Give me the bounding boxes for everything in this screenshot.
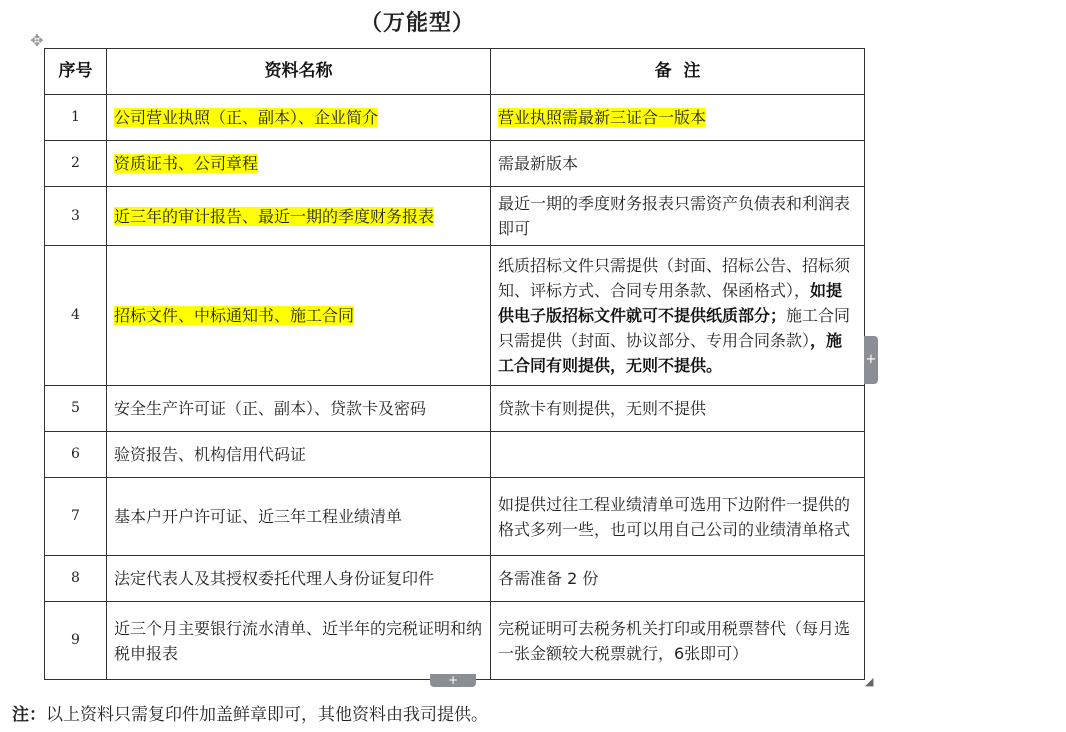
cell-seq[interactable]: 6 (45, 432, 107, 478)
cell-seq[interactable]: 4 (45, 246, 107, 386)
cell-remark[interactable] (491, 602, 865, 680)
cell-remark-text: 贷款卡有则提供，无则不提供 (498, 399, 707, 418)
cell-name-text: 招标文件、中标通知书、施工合同 (114, 306, 355, 325)
cell-remark[interactable] (491, 187, 865, 246)
table-row (45, 432, 865, 478)
cell-name[interactable] (107, 556, 491, 602)
cell-name[interactable] (107, 386, 491, 432)
cell-seq[interactable]: 1 (45, 95, 107, 141)
cell-remark[interactable] (491, 556, 865, 602)
cell-name-text: 法定代表人及其授权委托代理人身份证复印件 (114, 569, 435, 588)
cell-seq[interactable]: 7 (45, 478, 107, 556)
cell-seq[interactable]: 5 (45, 386, 107, 432)
cell-name-text: 安全生产许可证（正、副本）、贷款卡及密码 (114, 399, 427, 418)
cell-remark-text: 各需准备 2 份 (498, 569, 599, 588)
cell-seq[interactable]: 9 (45, 602, 107, 680)
cell-remark[interactable] (491, 95, 865, 141)
table-row (45, 187, 865, 246)
cell-remark-text: 需最新版本 (498, 154, 579, 173)
footnote (12, 700, 488, 725)
cell-remark[interactable] (491, 478, 865, 556)
table-header-row (45, 49, 865, 95)
cell-remark[interactable] (491, 141, 865, 187)
footnote-label: 注： (12, 705, 46, 725)
cell-name-text: 基本户开户许可证、近三年工程业绩清单 (114, 507, 403, 526)
cell-remark-text: ，施工合同有则提供，无则不提供。 (498, 331, 843, 375)
table-row (45, 246, 865, 386)
cell-seq[interactable]: 3 (45, 187, 107, 246)
cell-name[interactable] (107, 602, 491, 680)
header-seq: 序号 (45, 49, 107, 95)
add-column-plus-icon[interactable]: + (430, 674, 476, 687)
table-row (45, 95, 865, 141)
cell-seq[interactable]: 8 (45, 556, 107, 602)
cell-remark[interactable] (491, 432, 865, 478)
footnote-text: 以上资料只需复印件加盖鲜章即可，其他资料由我司提供。 (46, 705, 488, 725)
materials-table (44, 48, 865, 680)
header-remark: 备 注 (491, 49, 865, 95)
cell-name[interactable] (107, 432, 491, 478)
cell-name[interactable] (107, 478, 491, 556)
cell-remark-text: 完税证明可去税务机关打印或用税票替代（每月选一张金额较大税票就行，6张即可） (498, 618, 851, 663)
cell-name-text: 近三个月主要银行流水清单、近半年的完税证明和纳税申报表 (114, 618, 483, 663)
resize-corner-icon[interactable]: ◢ (865, 675, 874, 688)
move-arrows-icon[interactable]: ✥ (30, 31, 44, 50)
cell-remark-text: 如提供过往工程业绩清单可选用下边附件一提供的格式多列一些，也可以用自己公司的业绩清单格式 (498, 494, 851, 539)
cell-name[interactable] (107, 246, 491, 386)
cell-seq[interactable]: 2 (45, 141, 107, 187)
document-title: （万能型） (360, 10, 476, 36)
table-row (45, 556, 865, 602)
cell-name[interactable] (107, 95, 491, 141)
cell-remark-text: 营业执照需最新三证合一版本 (498, 108, 707, 127)
cell-remark[interactable] (491, 386, 865, 432)
cell-remark[interactable] (491, 246, 865, 386)
cell-remark-text: 纸质招标文件只需提供（封面、招标公告、招标须知、评标方式、合同专用条款、保函格式）， (498, 256, 851, 300)
table-row (45, 386, 865, 432)
cell-remark-text: 如提供电子版招标文件就可不提供纸质部分； (498, 281, 843, 325)
cell-name-text: 近三年的审计报告、最近一期的季度财务报表 (114, 206, 435, 226)
table-row (45, 602, 865, 680)
cell-name-text: 资质证书、公司章程 (114, 154, 259, 173)
cell-remark-text: 施工合同只需提供（封面、协议部分、专用合同条款） (498, 306, 851, 350)
cell-name[interactable] (107, 187, 491, 246)
table-row (45, 141, 865, 187)
cell-name-text: 验资报告、机构信用代码证 (114, 445, 307, 464)
cell-name[interactable] (107, 141, 491, 187)
header-name: 资料名称 (107, 49, 491, 95)
cell-remark-text: 最近一期的季度财务报表只需资产负债表和利润表即可 (498, 194, 851, 238)
add-row-plus-icon[interactable]: + (864, 336, 878, 384)
table-row (45, 478, 865, 556)
cell-name-text: 公司营业执照（正、副本）、企业简介 (114, 108, 379, 127)
